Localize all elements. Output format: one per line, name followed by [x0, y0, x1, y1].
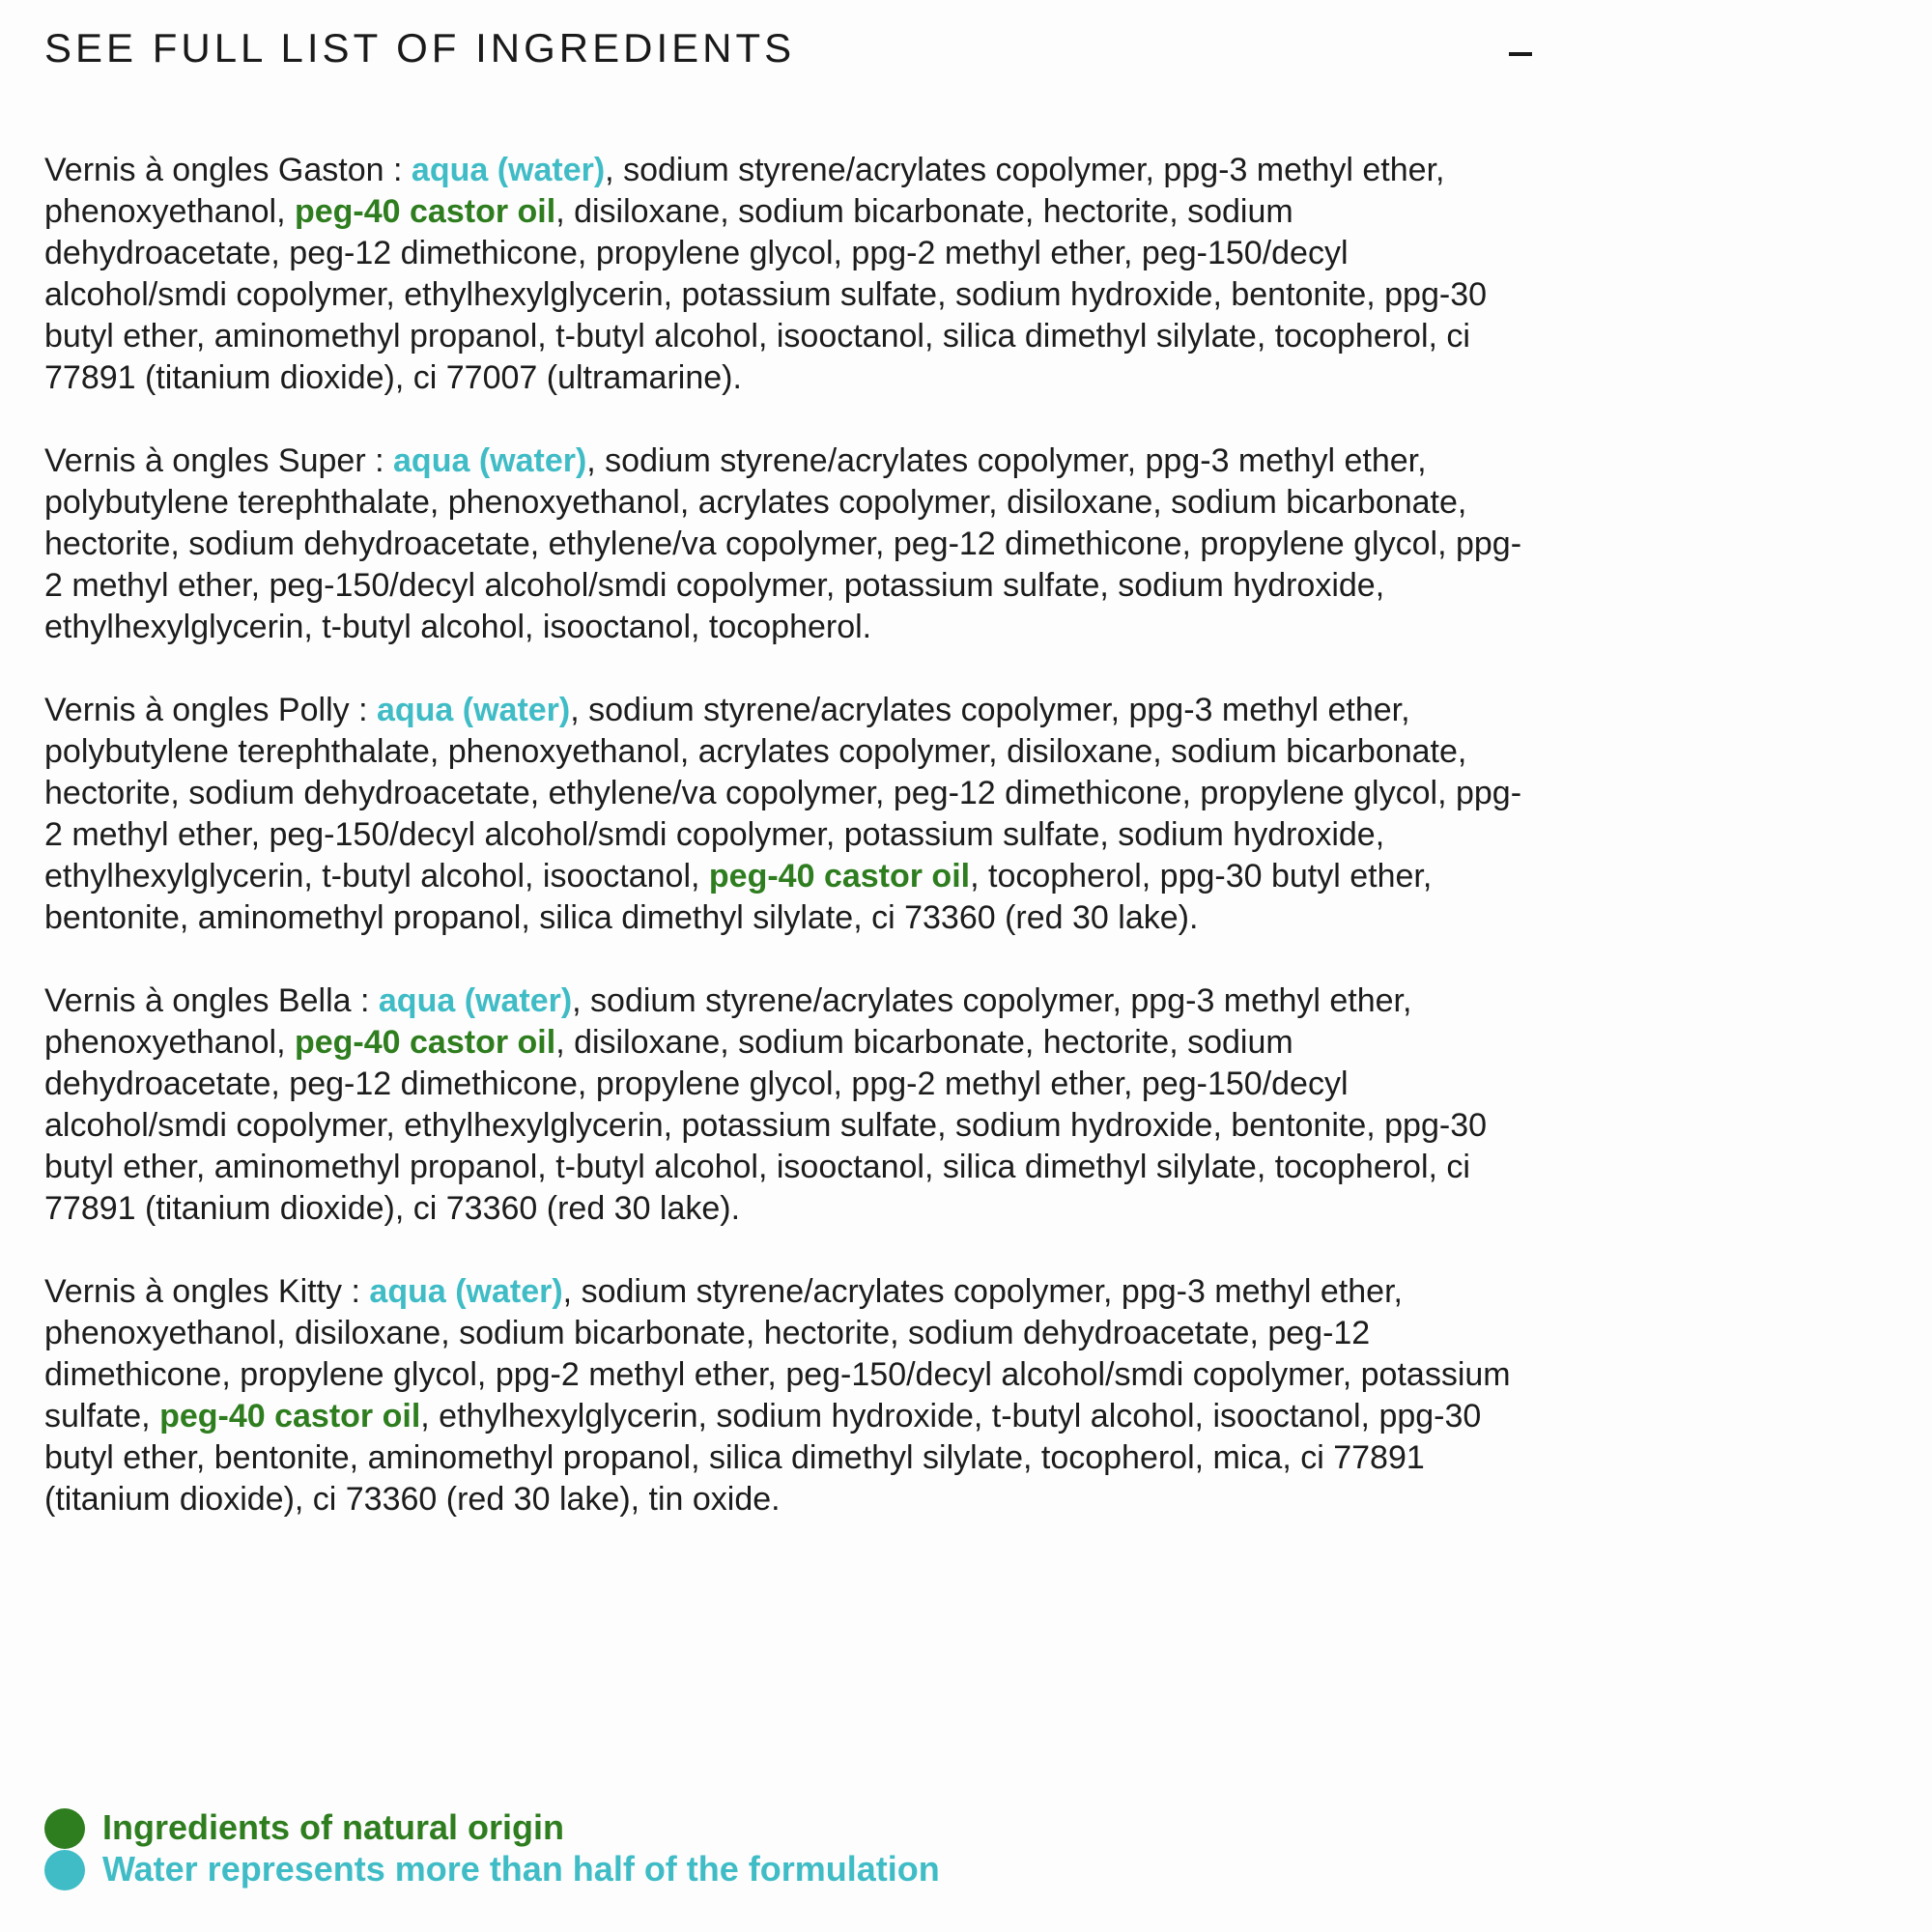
product-name: Vernis à ongles Bella : [44, 982, 379, 1019]
ingredient-text: , ethylhexylglycerin, sodium hydroxide, t-butyl alcohol, isooctanol, ppg-30 butyl ether, bentonite, aminomethyl propanol, silica dimethyl silylate, tocopherol, mica, ci 77891 (titanium dioxide), ci 73360 (red 30 lake), tin oxide. [44, 1398, 1482, 1518]
product-name: Vernis à ongles Super : [44, 442, 394, 479]
ingredient-text: , tocopherol, ppg-30 butyl ether, bentonite, aminomethyl propanol, silica dimethyl silylate, ci 73360 (red 30 lake). [44, 858, 1433, 936]
accordion-title: SEE FULL LIST OF INGREDIENTS [44, 25, 796, 71]
ingredient-text: , sodium styrene/acrylates copolymer, ppg-3 methyl ether, polybutylene terephthalate, phenoxyethanol, acrylates copolymer, disiloxane, sodium bicarbonate, hectorite, sodium dehydroacetate, ethylene/va copolymer, peg-12 dimethicone, propylene glycol, ppg-2 methyl ether, peg-150/decyl alcohol/smdi copolymer, potassium sulfate, sodium hydroxide, ethylhexylglycerin, t-butyl alcohol, isooctanol, [44, 692, 1522, 895]
blue-dot-icon [44, 1850, 85, 1890]
ingredient-text: , sodium styrene/acrylates copolymer, ppg-3 methyl ether, phenoxyethanol, [44, 152, 1445, 230]
ingredients-panel [44, 0, 1532, 1889]
water-ingredient: aqua (water) [376, 692, 571, 728]
natural-ingredient: peg-40 castor oil [708, 858, 971, 895]
product-polly [44, 690, 1532, 939]
minus-icon-bar [1509, 52, 1532, 56]
product-kitty [44, 1271, 1532, 1520]
ingredient-list [44, 150, 1532, 1562]
product-name: Vernis à ongles Polly : [44, 692, 377, 728]
accordion-header[interactable] [44, 0, 1532, 106]
ingredient-text: , disiloxane, sodium bicarbonate, hectorite, sodium dehydroacetate, peg-12 dimethicone, propylene glycol, ppg-2 methyl ether, peg-150/decyl alcohol/smdi copolymer, ethylhexylglycerin, potassium sulfate, sodium hydroxide, bentonite, ppg-30 butyl ether, aminomethyl propanol, t-butyl alcohol, isooctanol, silica dimethyl silylate, tocopherol, ci 77891 (titanium dioxide), ci 73360 (red 30 lake). [44, 1024, 1488, 1227]
ingredient-text: , disiloxane, sodium bicarbonate, hectorite, sodium dehydroacetate, peg-12 dimethicone, propylene glycol, ppg-2 methyl ether, peg-150/decyl alcohol/smdi copolymer, ethylhexylglycerin, potassium sulfate, sodium hydroxide, bentonite, ppg-30 butyl ether, aminomethyl propanol, t-butyl alcohol, isooctanol, silica dimethyl silylate, tocopherol, ci 77891 (titanium dioxide), ci 77007 (ultramarine). [44, 193, 1488, 396]
natural-ingredient: peg-40 castor oil [294, 193, 556, 230]
product-super [44, 440, 1532, 648]
product-gaston [44, 150, 1532, 399]
water-ingredient: aqua (water) [393, 442, 587, 479]
water-ingredient: aqua (water) [378, 982, 573, 1019]
natural-ingredient: peg-40 castor oil [294, 1024, 556, 1061]
natural-ingredient: peg-40 castor oil [159, 1398, 421, 1435]
legend-natural-label: Ingredients of natural origin [102, 1807, 565, 1847]
ingredient-text: , sodium styrene/acrylates copolymer, ppg-3 methyl ether, phenoxyethanol, disiloxane, sodium bicarbonate, hectorite, sodium dehydroacetate, peg-12 dimethicone, propylene glycol, ppg-2 methyl ether, peg-150/decyl alcohol/smdi copolymer, potassium sulfate, [44, 1273, 1511, 1435]
ingredient-text: , sodium styrene/acrylates copolymer, ppg-3 methyl ether, phenoxyethanol, [44, 982, 1412, 1061]
water-ingredient: aqua (water) [411, 152, 606, 188]
minus-icon[interactable] [1503, 39, 1542, 68]
water-ingredient: aqua (water) [369, 1273, 563, 1310]
ingredient-text: , sodium styrene/acrylates copolymer, ppg-3 methyl ether, polybutylene terephthalate, phenoxyethanol, acrylates copolymer, disiloxane, sodium bicarbonate, hectorite, sodium dehydroacetate, ethylene/va copolymer, peg-12 dimethicone, propylene glycol, ppg-2 methyl ether, peg-150/decyl alcohol/smdi copolymer, potassium sulfate, sodium hydroxide, ethylhexylglycerin, t-butyl alcohol, isooctanol, tocopherol. [44, 442, 1522, 645]
product-name: Vernis à ongles Kitty : [44, 1273, 370, 1310]
product-bella [44, 980, 1532, 1230]
green-dot-icon [44, 1808, 85, 1849]
product-name: Vernis à ongles Gaston : [44, 152, 412, 188]
legend-water-label: Water represents more than half of the formulation [102, 1849, 940, 1889]
